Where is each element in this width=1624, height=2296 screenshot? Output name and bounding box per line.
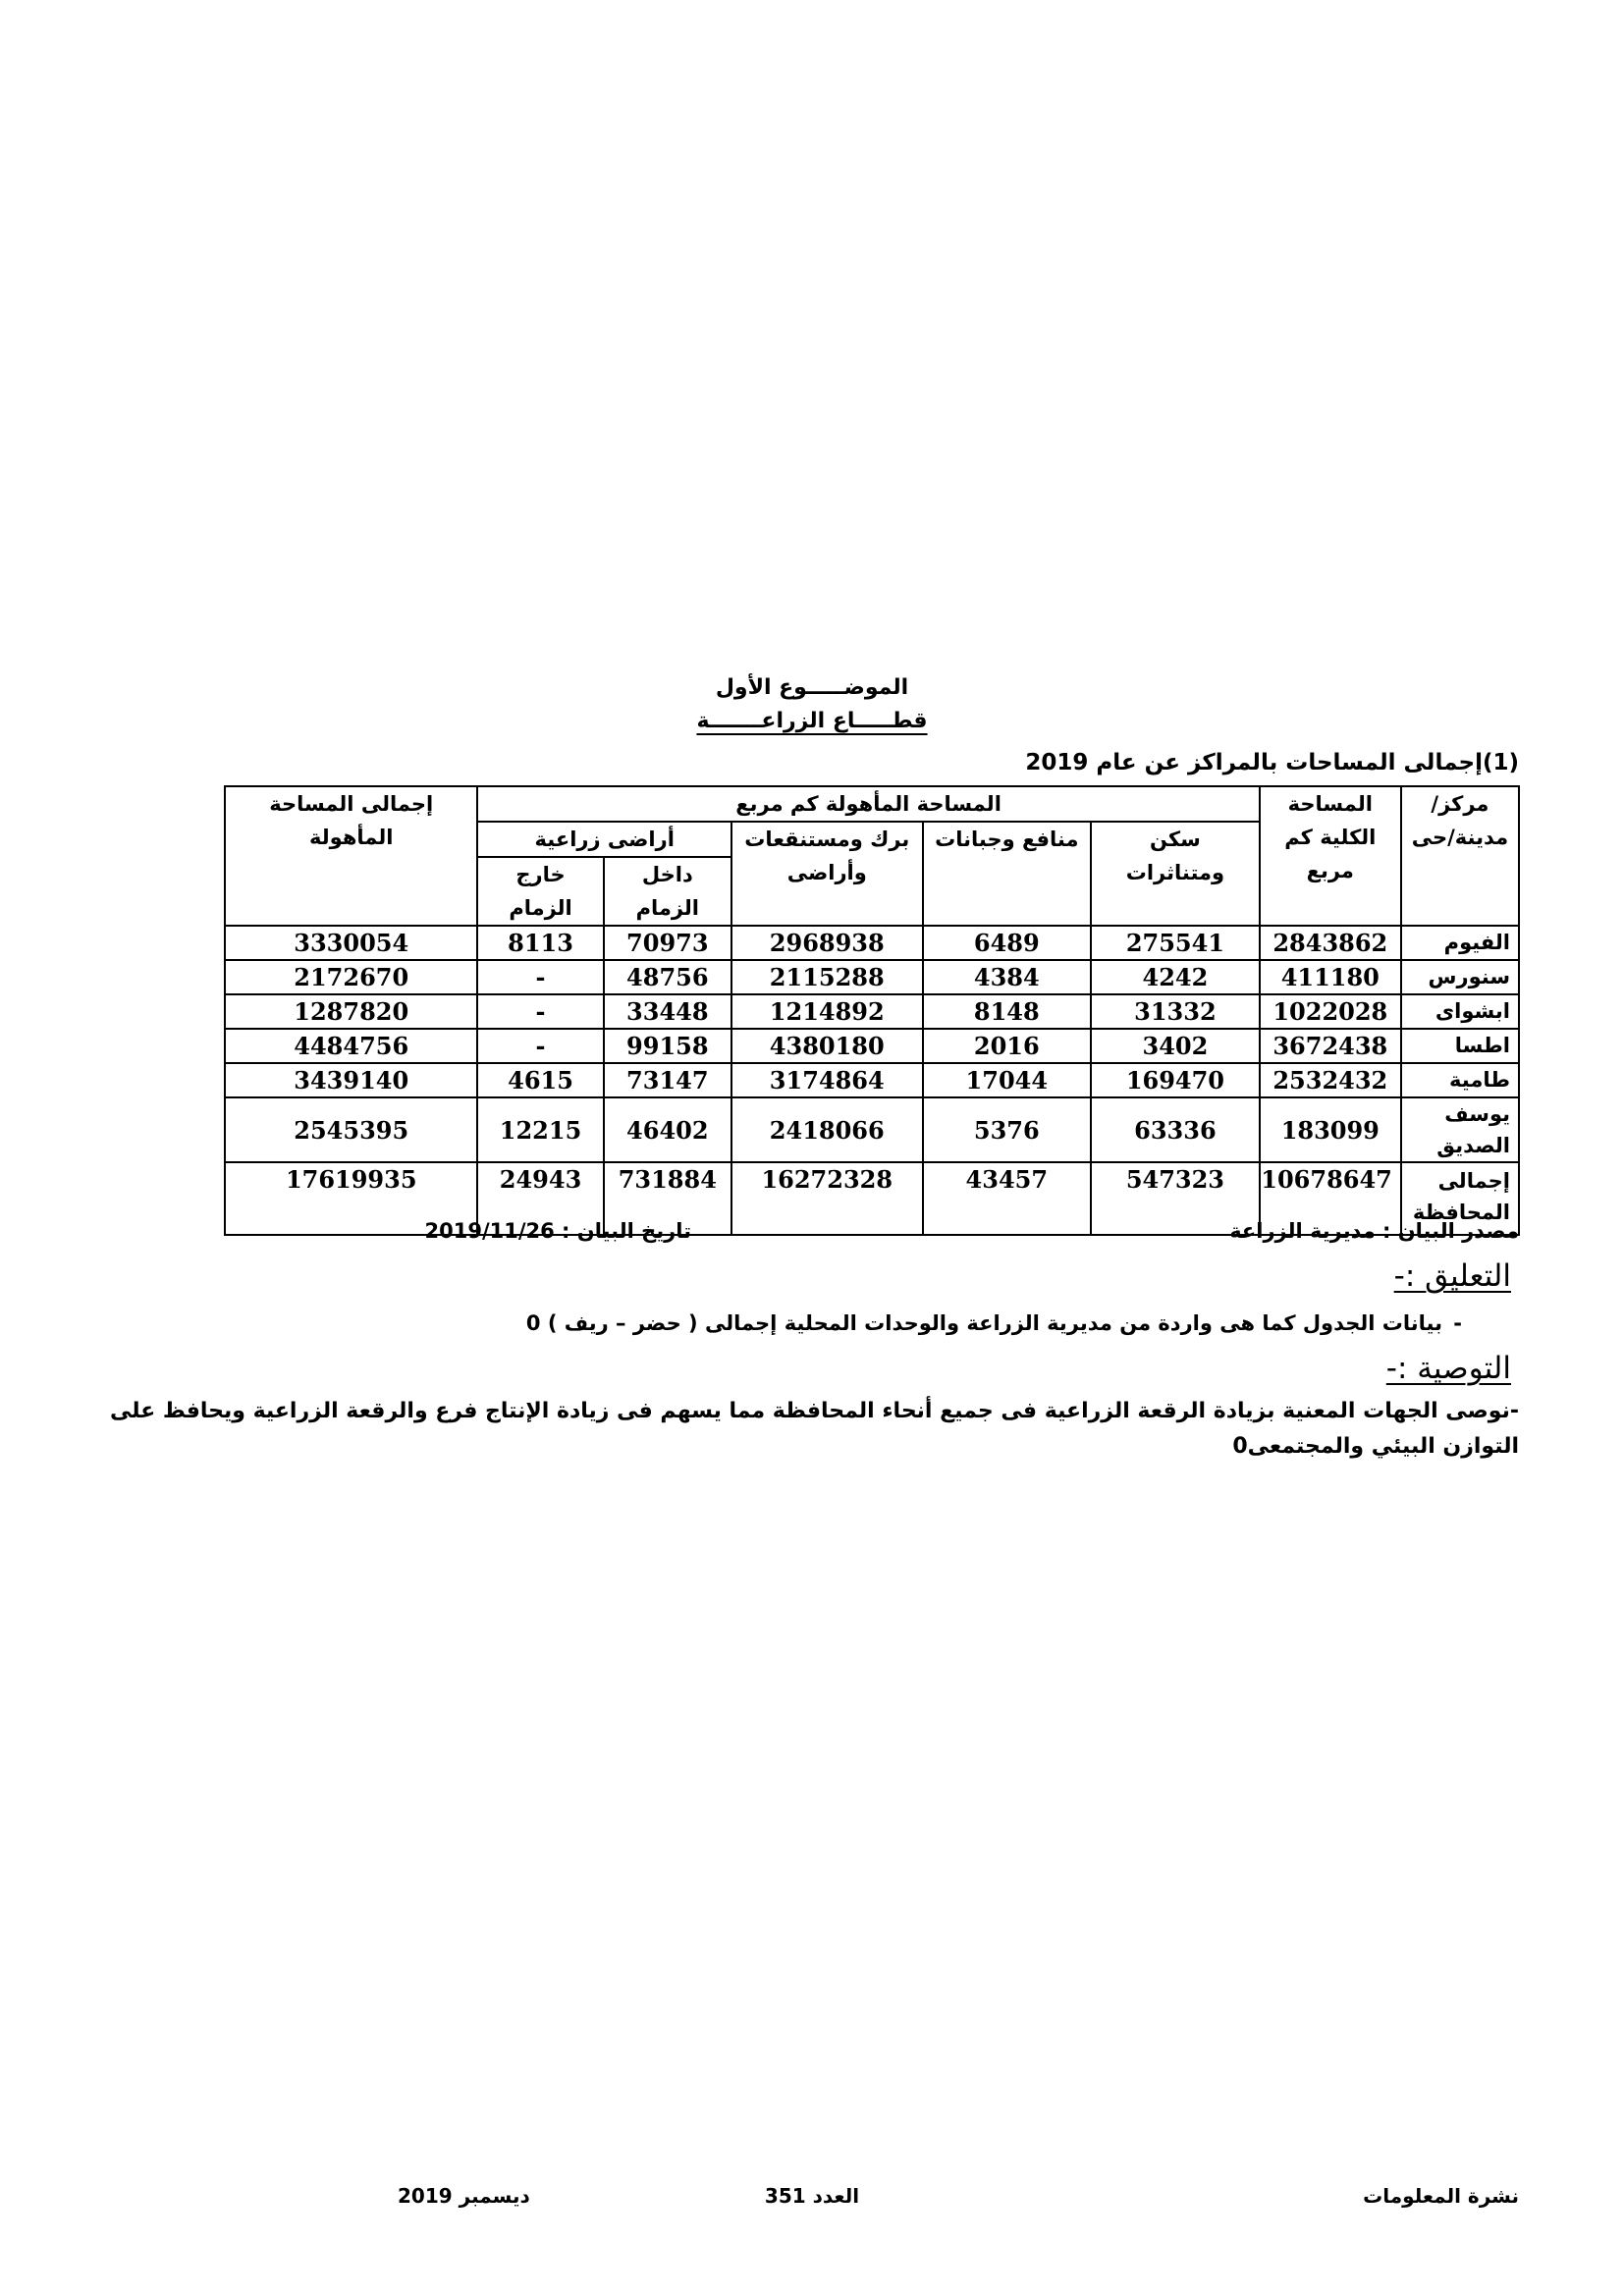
cell-name: يوسف الصديق xyxy=(1401,1097,1519,1162)
cell-utilities: 2016 xyxy=(923,1029,1092,1063)
table-row xyxy=(225,1029,1519,1063)
table-title: (1)إجمالى المساحات بالمراكز عن عام 2019 xyxy=(1025,750,1519,775)
cell-utilities: 6489 xyxy=(923,926,1092,960)
cell-inside: 48756 xyxy=(604,960,731,994)
table-row xyxy=(225,994,1519,1029)
comment-text: بيانات الجدول كما هى واردة من مديرية الزراعة والوحدات المحلية إجمالى ( حضر – ريف ) 0 xyxy=(525,1311,1442,1335)
cell-ponds: 2418066 xyxy=(731,1097,922,1162)
cell-inhabited: 1287820 xyxy=(225,994,477,1029)
areas-table xyxy=(224,785,1520,1236)
cell-total: 411180 xyxy=(1260,960,1401,994)
table-row xyxy=(225,960,1519,994)
cell-housing: 547323 xyxy=(1091,1162,1260,1235)
topic-title: الموضـــــوع الأول xyxy=(715,675,909,700)
cell-utilities: 5376 xyxy=(923,1097,1092,1162)
recommendation-heading: التوصية :- xyxy=(1385,1351,1511,1386)
header-center: مركز/مدينة/حى xyxy=(1401,786,1519,926)
cell-outside: 8113 xyxy=(477,926,603,960)
sector-title: قطـــــاع الزراعـــــــة xyxy=(696,709,928,733)
cell-outside: - xyxy=(477,994,603,1029)
header-total-area: المساحة الكلية كم مربع xyxy=(1260,786,1401,926)
footer-publication: نشرة المعلومات xyxy=(1363,2184,1519,2208)
cell-inside: 73147 xyxy=(604,1063,731,1097)
cell-name: الفيوم xyxy=(1401,926,1519,960)
data-source: مصدر البيان : مديرية الزراعة xyxy=(1229,1219,1519,1243)
header-housing: سكن ومتناثرات xyxy=(1091,822,1260,926)
cell-inhabited: 3439140 xyxy=(225,1063,477,1097)
cell-inhabited: 2172670 xyxy=(225,960,477,994)
cell-ponds: 2115288 xyxy=(731,960,922,994)
cell-inhabited: 2545395 xyxy=(225,1097,477,1162)
cell-ponds: 3174864 xyxy=(731,1063,922,1097)
table-row xyxy=(225,1063,1519,1097)
header-inside: داخل الزمام xyxy=(604,857,731,926)
cell-utilities: 8148 xyxy=(923,994,1092,1029)
cell-inside: 33448 xyxy=(604,994,731,1029)
footer-issue: العدد 351 xyxy=(764,2184,860,2208)
cell-outside: 24943 xyxy=(477,1162,603,1235)
cell-name: إجمالى المحافظة xyxy=(1401,1162,1519,1235)
table-row xyxy=(225,926,1519,960)
cell-total: 10678647 xyxy=(1260,1162,1401,1235)
header-outside: خارج الزمام xyxy=(477,857,603,926)
cell-inhabited: 3330054 xyxy=(225,926,477,960)
cell-utilities: 4384 xyxy=(923,960,1092,994)
cell-inside: 99158 xyxy=(604,1029,731,1063)
cell-housing: 4242 xyxy=(1091,960,1260,994)
cell-housing: 63336 xyxy=(1091,1097,1260,1162)
cell-outside: 4615 xyxy=(477,1063,603,1097)
cell-outside: 12215 xyxy=(477,1097,603,1162)
header-inhabited-total: إجمالى المساحة المأهولة xyxy=(225,786,477,926)
cell-outside: - xyxy=(477,960,603,994)
cell-inhabited: 4484756 xyxy=(225,1029,477,1063)
cell-name: اطسا xyxy=(1401,1029,1519,1063)
footer-date: ديسمبر 2019 xyxy=(398,2184,530,2208)
cell-ponds: 1214892 xyxy=(731,994,922,1029)
cell-ponds: 16272328 xyxy=(731,1162,922,1235)
cell-name: سنورس xyxy=(1401,960,1519,994)
comment-dash: - xyxy=(1453,1311,1462,1335)
data-date: تاريخ البيان : 2019/11/26 xyxy=(424,1219,691,1243)
cell-housing: 31332 xyxy=(1091,994,1260,1029)
cell-total: 1022028 xyxy=(1260,994,1401,1029)
cell-ponds: 4380180 xyxy=(731,1029,922,1063)
header-utilities: منافع وجبانات xyxy=(923,822,1092,926)
cell-total: 183099 xyxy=(1260,1097,1401,1162)
cell-ponds: 2968938 xyxy=(731,926,922,960)
recommendation-text: -نوصى الجهات المعنية بزيادة الرقعة الزراعية فى جميع أنحاء المحافظة مما يسهم فى زيادة الإنتاج فرع والرقعة الزراعية ويحافظ على التوازن البيئي والمجتمعى0 xyxy=(109,1399,1519,1459)
cell-total: 2843862 xyxy=(1260,926,1401,960)
cell-housing: 3402 xyxy=(1091,1029,1260,1063)
table-row xyxy=(225,1097,1519,1162)
cell-utilities: 43457 xyxy=(923,1162,1092,1235)
header-ponds: برك ومستنقعات وأراضى xyxy=(731,822,922,926)
cell-outside: - xyxy=(477,1029,603,1063)
cell-inside: 46402 xyxy=(604,1097,731,1162)
cell-inside: 731884 xyxy=(604,1162,731,1235)
cell-housing: 275541 xyxy=(1091,926,1260,960)
cell-name: ابشواى xyxy=(1401,994,1519,1029)
cell-inhabited: 17619935 xyxy=(225,1162,477,1235)
cell-inside: 70973 xyxy=(604,926,731,960)
table-body xyxy=(225,926,1519,1235)
cell-utilities: 17044 xyxy=(923,1063,1092,1097)
cell-housing: 169470 xyxy=(1091,1063,1260,1097)
header-agri-land: أراضى زراعية xyxy=(477,822,731,857)
cell-total: 3672438 xyxy=(1260,1029,1401,1063)
comment-heading: التعليق :- xyxy=(1393,1258,1511,1294)
cell-name: طامية xyxy=(1401,1063,1519,1097)
cell-total: 2532432 xyxy=(1260,1063,1401,1097)
header-inhabited-area: المساحة المأهولة كم مربع xyxy=(477,786,1259,822)
